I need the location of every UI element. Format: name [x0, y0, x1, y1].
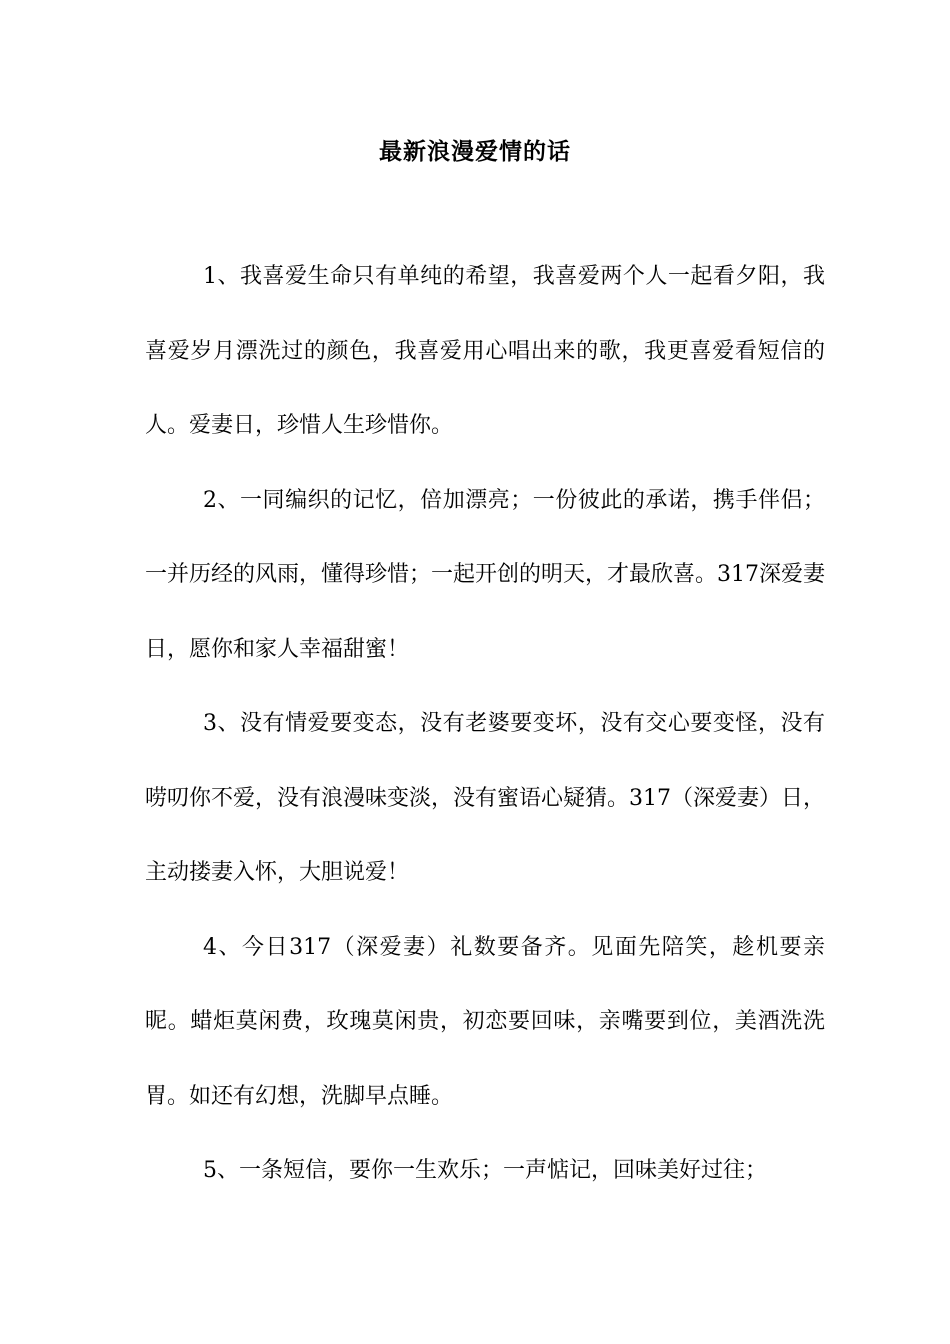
document-body	[145, 240, 825, 1209]
paragraph-4: 4、今日317（深爱妻）礼数要备齐。见面先陪笑，趁机要亲昵。蜡炬莫闲费，玫瑰莫闲贵，初恋要回味，亲嘴要到位，美酒洗洗胃。如还有幻想，洗脚早点睡。	[145, 934, 825, 1109]
paragraph-1: 1、我喜爱生命只有单纯的希望，我喜爱两个人一起看夕阳，我喜爱岁月漂洗过的颜色，我喜爱用心唱出来的歌，我更喜爱看短信的人。爱妻日，珍惜人生珍惜你。	[145, 264, 825, 438]
paragraph-2: 2、一同编织的记忆，倍加漂亮；一份彼此的承诺，携手伴侣；一并历经的风雨，懂得珍惜；一起开创的明天，才最欣喜。317深爱妻日，愿你和家人幸福甜蜜！	[145, 487, 825, 662]
document-title: 最新浪漫爱情的话	[379, 139, 571, 165]
paragraph-5: 5、一条短信，要你一生欢乐；一声惦记，回味美好过往；	[203, 1158, 767, 1183]
paragraph-3: 3、没有情爱要变态，没有老婆要变坏，没有交心要变怪，没有唠叨你不爱，没有浪漫味变淡，没有蜜语心疑猜。317（深爱妻）日，主动搂妻入怀，大胆说爱！	[145, 711, 825, 885]
